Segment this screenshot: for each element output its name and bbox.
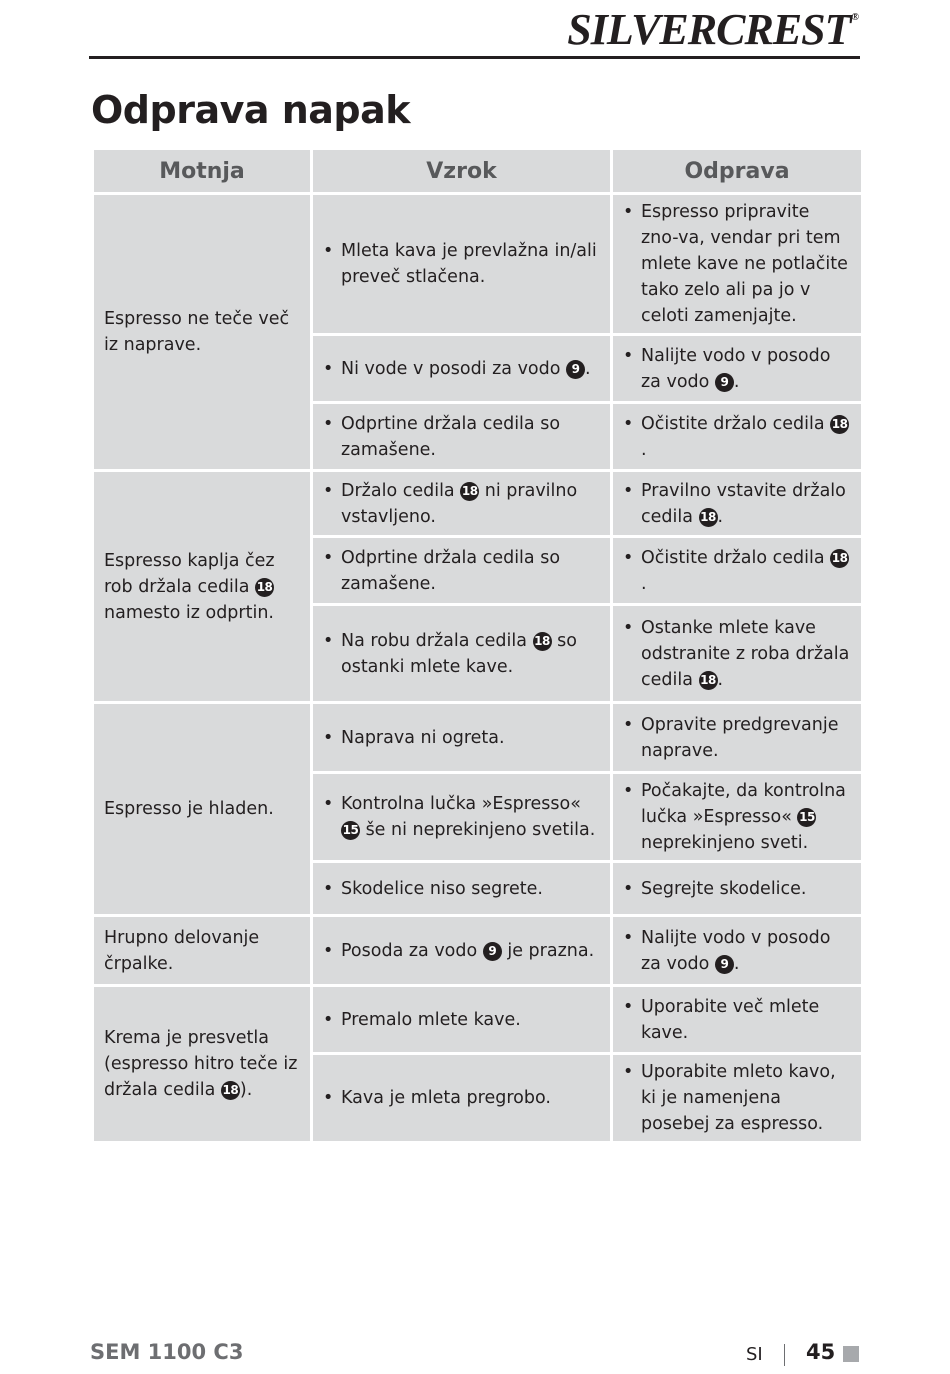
bullet-item xyxy=(323,411,600,463)
table-row xyxy=(93,703,863,773)
bullet-icon: • xyxy=(323,1088,334,1108)
header-cause: Vzrok xyxy=(312,149,612,194)
remedy-cell xyxy=(612,403,863,471)
bullet-item xyxy=(623,778,851,856)
part-number-badge: 18 xyxy=(255,578,274,597)
bullet-item xyxy=(323,876,600,902)
remedy-cell-text xyxy=(641,925,851,977)
remedy-cell xyxy=(612,335,863,403)
bullet-icon: • xyxy=(623,996,634,1017)
cause-cell-text xyxy=(341,238,600,290)
part-number-badge: 18 xyxy=(830,549,849,568)
part-number-badge: 15 xyxy=(797,808,816,827)
bullet-item xyxy=(623,1059,851,1137)
bullet-icon: • xyxy=(623,617,634,638)
text-segment: Kava je mleta pregrobo. xyxy=(341,1088,551,1108)
remedy-cell-text xyxy=(641,199,851,329)
symptom-cell xyxy=(93,916,312,986)
bullet-icon: • xyxy=(623,480,634,501)
cause-cell xyxy=(312,773,612,862)
remedy-cell-text xyxy=(641,1059,851,1137)
cause-cell-text xyxy=(341,628,600,680)
bullet-icon: • xyxy=(323,940,334,961)
remedy-cell xyxy=(612,605,863,703)
cause-cell xyxy=(312,194,612,335)
cause-cell-text xyxy=(341,356,591,382)
remedy-cell xyxy=(612,862,863,916)
footer-language: SI xyxy=(746,1344,763,1365)
text-segment: Ni vode v posodi za vodo xyxy=(341,358,567,379)
cause-cell xyxy=(312,537,612,605)
bullet-item xyxy=(623,994,851,1046)
cause-cell-text xyxy=(341,1085,551,1111)
part-number-badge: 9 xyxy=(483,942,502,961)
bullet-icon: • xyxy=(323,480,334,501)
remedy-cell-text xyxy=(641,876,807,902)
text-segment: je prazna. xyxy=(501,940,595,961)
remedy-cell xyxy=(612,194,863,335)
bullet-item xyxy=(623,876,851,902)
cause-cell-text xyxy=(341,938,594,964)
cause-cell xyxy=(312,335,612,403)
bullet-icon: • xyxy=(623,714,634,735)
part-number-badge: 15 xyxy=(341,821,360,840)
text-segment: . xyxy=(733,953,740,974)
footer-separator xyxy=(784,1344,785,1366)
table-row xyxy=(93,916,863,986)
footer-model: SEM 1100 C3 xyxy=(90,1340,244,1364)
symptom-cell xyxy=(93,986,312,1143)
text-segment: Posoda za vodo xyxy=(341,940,483,961)
text-segment: Opravite predgrevanje naprave. xyxy=(641,714,839,761)
text-segment: . xyxy=(717,669,724,690)
header-symptom: Motnja xyxy=(93,149,312,194)
bullet-item xyxy=(323,545,600,597)
bullet-item xyxy=(623,343,851,395)
bullet-item xyxy=(323,1085,600,1111)
text-segment: Espresso pripravite zno-va, vendar pri tem mlete kave ne potlačite tako zelo ali pa jo v celoti zamenjajte. xyxy=(641,202,848,326)
text-segment: . xyxy=(717,506,724,527)
text-segment: Očistite držalo cedila xyxy=(641,547,831,568)
text-segment: Espresso kaplja čez rob držala cedila xyxy=(104,550,275,597)
remedy-cell xyxy=(612,916,863,986)
header-rule xyxy=(89,56,860,59)
text-segment: Nalijte vodo v posodo za vodo xyxy=(641,927,831,974)
part-number-badge: 9 xyxy=(715,373,734,392)
brand-logo: SILVERCREST® xyxy=(567,5,858,54)
table-row xyxy=(93,471,863,537)
text-segment: Kontrolna lučka »Espresso« xyxy=(341,794,581,814)
text-segment: neprekinjeno sveti. xyxy=(641,833,809,853)
cause-cell-text xyxy=(341,1007,521,1033)
remedy-cell-text xyxy=(641,411,851,463)
part-number-badge: 18 xyxy=(533,632,552,651)
cause-cell-text xyxy=(341,791,600,843)
remedy-cell-text xyxy=(641,545,851,597)
text-segment: Hrupno delovanje črpalke. xyxy=(104,927,260,974)
bullet-icon: • xyxy=(323,794,334,814)
bullet-icon: • xyxy=(323,241,334,261)
text-segment: Naprava ni ogreta. xyxy=(341,727,505,748)
remedy-cell xyxy=(612,986,863,1054)
bullet-icon: • xyxy=(323,547,334,568)
text-segment: so ostanki mlete kave. xyxy=(341,630,577,677)
text-segment: Uporabite mleto kavo, ki je namenjena posebej za espresso. xyxy=(641,1062,836,1134)
text-segment: Premalo mlete kave. xyxy=(341,1009,521,1030)
text-segment: Espresso ne teče več iz naprave. xyxy=(104,309,290,355)
text-segment: Mleta kava je prevlažna in/ali preveč stlačena. xyxy=(341,241,597,287)
cause-cell xyxy=(312,862,612,916)
bullet-item xyxy=(623,712,851,764)
cause-cell xyxy=(312,605,612,703)
text-segment: Espresso je hladen. xyxy=(104,799,274,819)
remedy-cell-text xyxy=(641,994,851,1046)
cause-cell-text xyxy=(341,725,505,751)
page-title: Odprava napak xyxy=(91,88,411,132)
part-number-badge: 9 xyxy=(566,360,585,379)
text-segment: . xyxy=(585,358,591,379)
bullet-icon: • xyxy=(323,727,334,748)
cause-cell-text xyxy=(341,478,600,530)
bullet-item xyxy=(623,199,851,329)
bullet-item xyxy=(623,545,851,597)
cause-cell-text xyxy=(341,411,600,463)
table-body xyxy=(93,194,863,1143)
cause-cell xyxy=(312,403,612,471)
bullet-icon: • xyxy=(323,630,334,651)
bullet-icon: • xyxy=(323,358,334,379)
cause-cell xyxy=(312,916,612,986)
text-segment: Na robu držala cedila xyxy=(341,630,533,651)
bullet-icon: • xyxy=(323,878,334,899)
cause-cell-text xyxy=(341,876,543,902)
bullet-icon: • xyxy=(623,781,634,801)
text-segment: še ni neprekinjeno svetila. xyxy=(360,820,596,840)
part-number-badge: 9 xyxy=(715,955,734,974)
part-number-badge: 18 xyxy=(699,508,718,527)
bullet-item xyxy=(323,628,600,680)
bullet-icon: • xyxy=(623,547,634,568)
text-segment: Segrejte skodelice. xyxy=(641,878,807,899)
cause-cell xyxy=(312,1054,612,1143)
remedy-cell xyxy=(612,703,863,773)
remedy-cell xyxy=(612,773,863,862)
text-segment: Počakajte, da kontrolna lučka »Espresso« xyxy=(641,781,846,827)
symptom-cell xyxy=(93,703,312,916)
bullet-item xyxy=(323,1007,600,1033)
cause-cell-text xyxy=(341,545,600,597)
bullet-item xyxy=(323,238,600,290)
bullet-icon: • xyxy=(623,345,634,366)
text-segment: Krema je presvetla (espresso hitro teče iz držala cedila xyxy=(104,1028,298,1100)
text-segment: Odprtine držala cedila so zamašene. xyxy=(341,547,561,594)
bullet-item xyxy=(323,725,600,751)
table-row xyxy=(93,194,863,335)
remedy-cell-text xyxy=(641,778,851,856)
remedy-cell xyxy=(612,1054,863,1143)
text-segment: . xyxy=(733,371,740,392)
cause-cell xyxy=(312,703,612,773)
remedy-cell xyxy=(612,471,863,537)
part-number-badge: 18 xyxy=(699,671,718,690)
text-segment: ). xyxy=(239,1080,253,1100)
bullet-icon: • xyxy=(623,878,634,899)
text-segment: . xyxy=(641,573,647,594)
bullet-icon: • xyxy=(623,202,634,222)
bullet-item xyxy=(623,615,851,693)
bullet-item xyxy=(623,925,851,977)
remedy-cell-text xyxy=(641,712,851,764)
text-segment: Odprtine držala cedila so zamašene. xyxy=(341,413,561,460)
part-number-badge: 18 xyxy=(221,1081,240,1100)
part-number-badge: 18 xyxy=(830,415,849,434)
footer-square-mark xyxy=(843,1346,859,1362)
bullet-icon: • xyxy=(323,413,334,434)
text-segment: Uporabite več mlete kave. xyxy=(641,996,820,1043)
symptom-cell xyxy=(93,471,312,703)
header-remedy: Odprava xyxy=(612,149,863,194)
text-segment: Ostanke mlete kave odstranite z roba držala cedila xyxy=(641,617,850,690)
cause-cell xyxy=(312,471,612,537)
symptom-cell xyxy=(93,194,312,471)
bullet-item xyxy=(323,356,600,382)
bullet-item xyxy=(623,478,851,530)
text-segment: . xyxy=(641,439,647,460)
bullet-icon: • xyxy=(623,927,634,948)
text-segment: Držalo cedila xyxy=(341,480,461,501)
bullet-icon: • xyxy=(323,1009,334,1030)
table-header-row xyxy=(93,149,863,194)
troubleshooting-table xyxy=(91,147,864,1144)
text-segment: Pravilno vstavite držalo cedila xyxy=(641,480,846,527)
bullet-icon: • xyxy=(623,413,634,434)
text-segment: Nalijte vodo v posodo za vodo xyxy=(641,345,831,392)
cause-cell xyxy=(312,986,612,1054)
page-number: 45 xyxy=(806,1340,836,1364)
part-number-badge: 18 xyxy=(460,482,479,501)
bullet-item xyxy=(323,791,600,843)
remedy-cell-text xyxy=(641,343,851,395)
bullet-item xyxy=(323,938,600,964)
remedy-cell-text xyxy=(641,615,851,693)
text-segment: ni pravilno vstavljeno. xyxy=(341,480,578,527)
remedy-cell-text xyxy=(641,478,851,530)
text-segment: namesto iz odprtin. xyxy=(104,602,274,623)
table-row xyxy=(93,986,863,1054)
bullet-item xyxy=(623,411,851,463)
text-segment: Skodelice niso segrete. xyxy=(341,878,543,899)
bullet-item xyxy=(323,478,600,530)
bullet-icon: • xyxy=(623,1062,634,1082)
text-segment: Očistite držalo cedila xyxy=(641,413,831,434)
remedy-cell xyxy=(612,537,863,605)
